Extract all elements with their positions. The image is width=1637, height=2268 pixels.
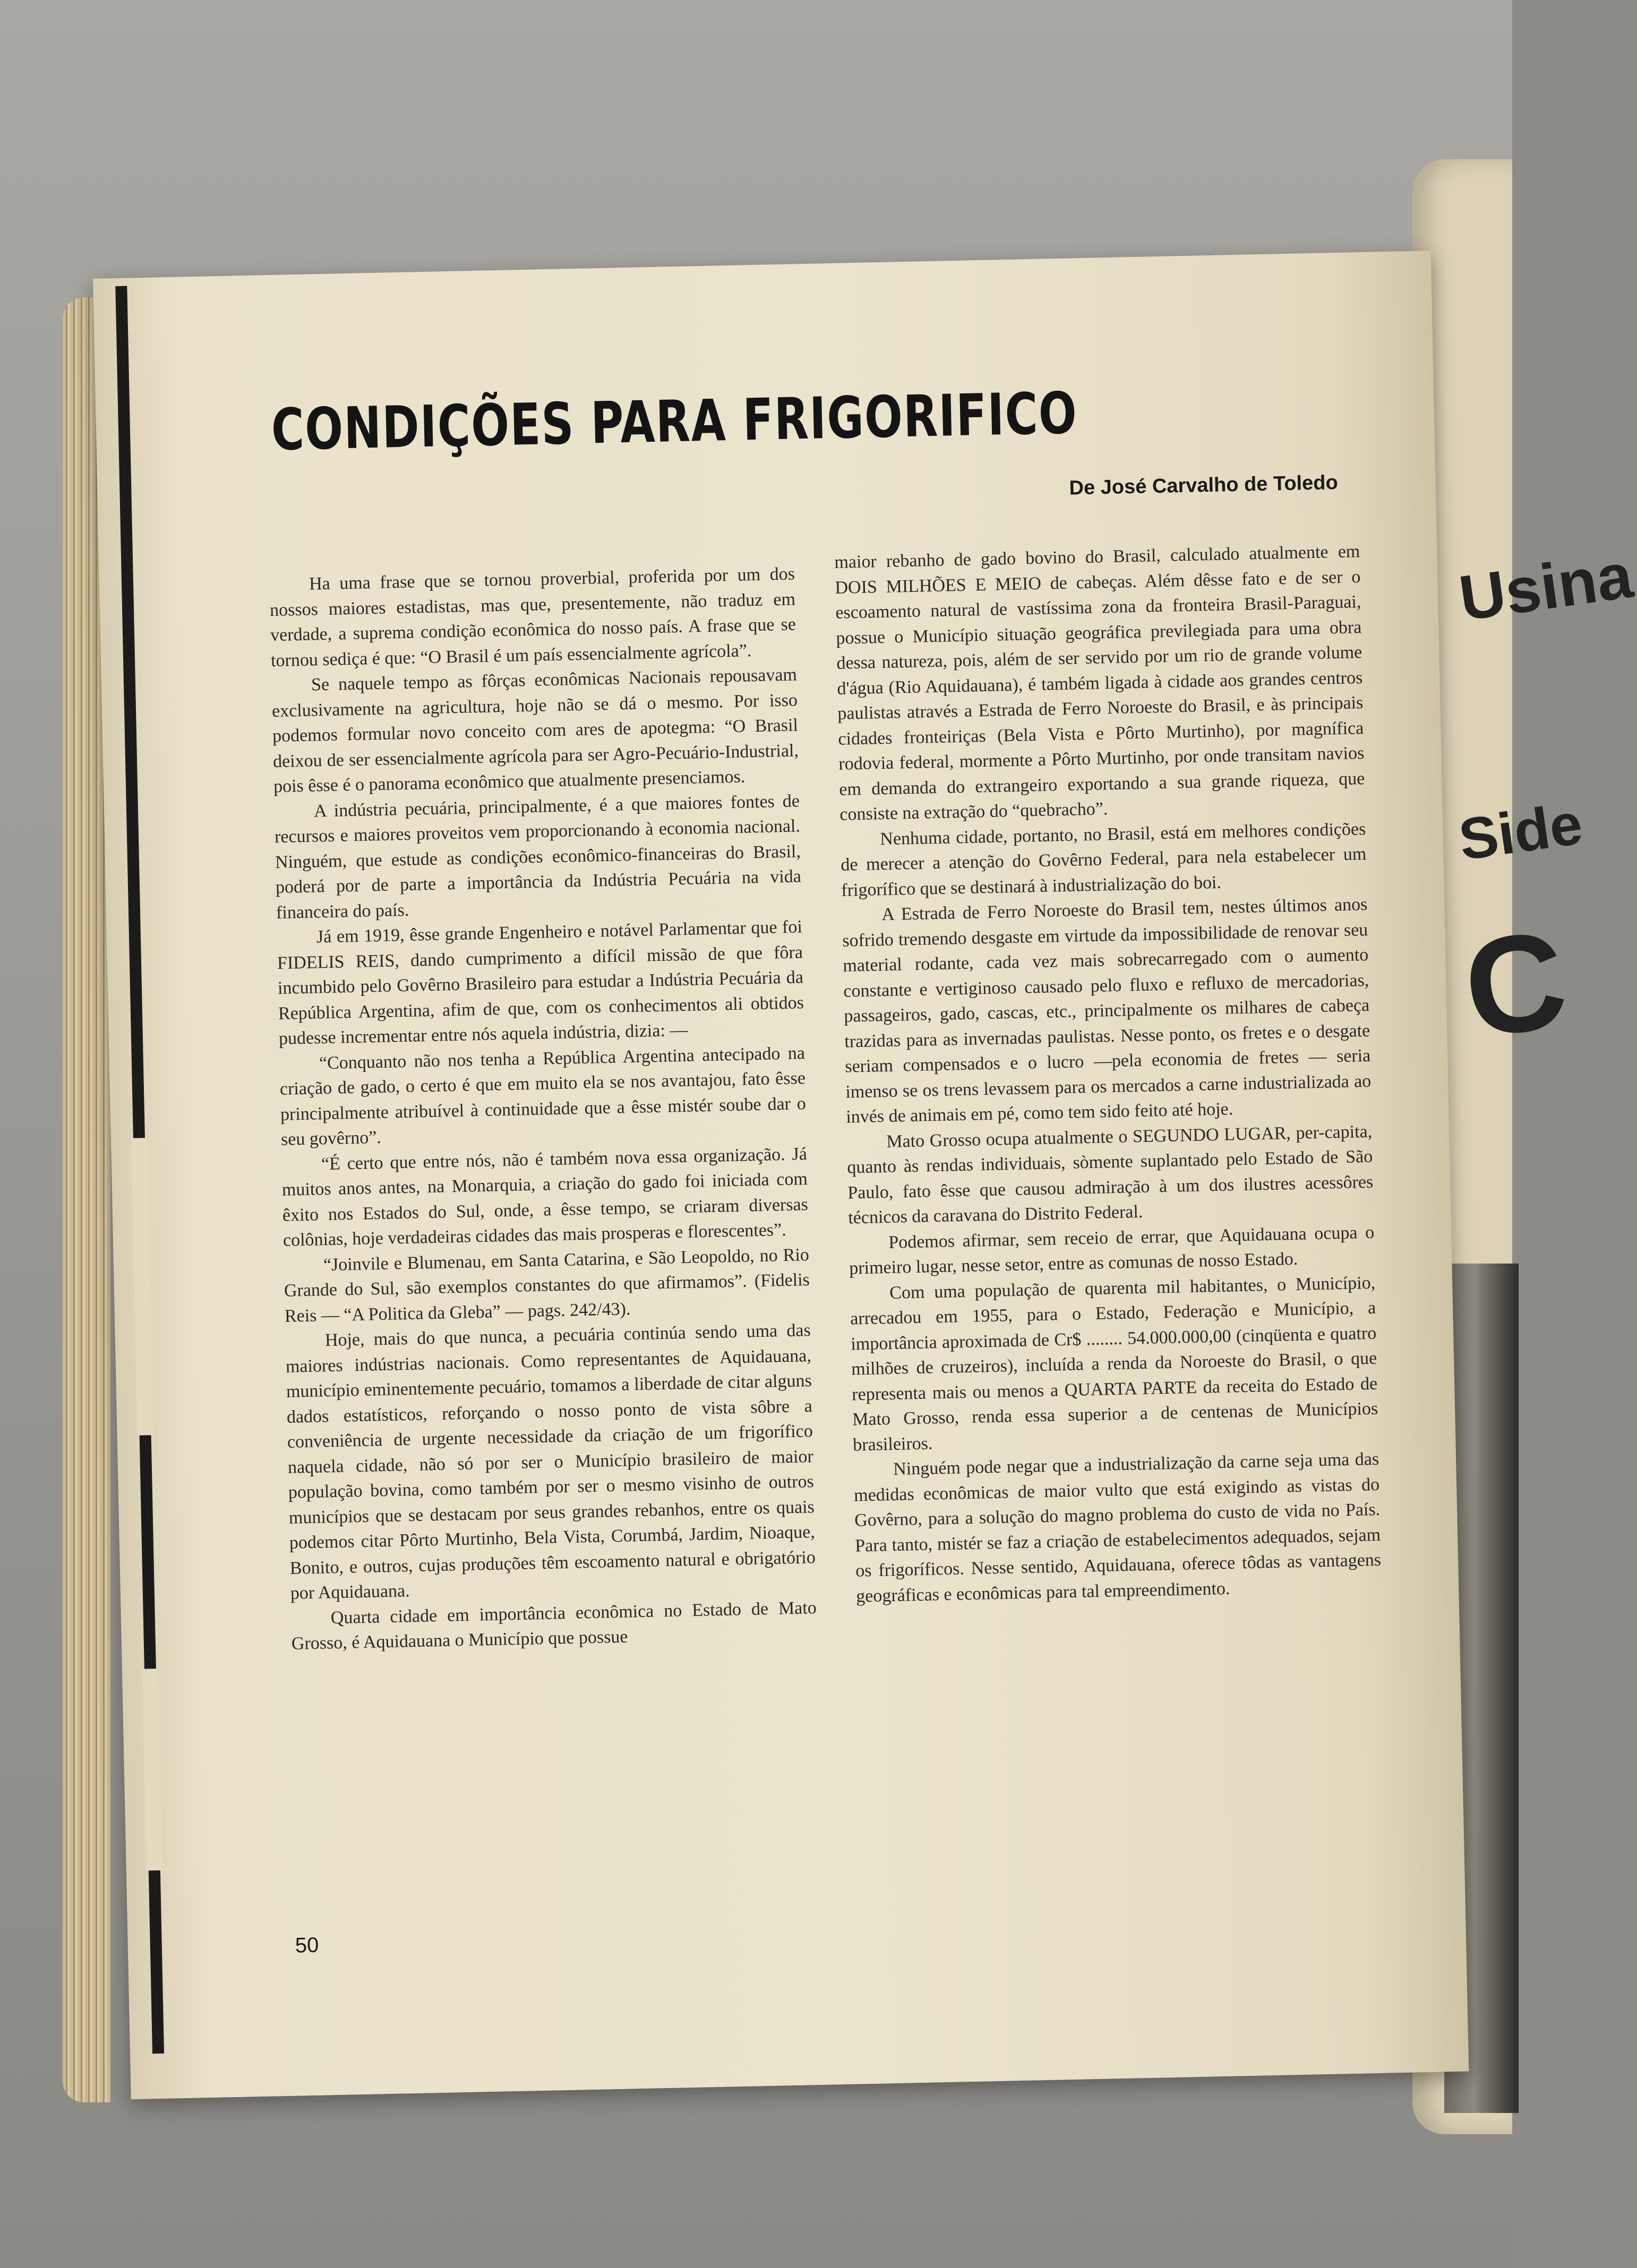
margin-rule-gap [142,1669,162,1871]
paragraph: “Conquanto não nos tenha a República Argentina antecipado na criação de gado, o certo é que em muito ela se nos avantajou, fato êsse principalmente atribuível à continuidade que a êsse mistér soube dar o seu govêrno”. [279,1043,807,1149]
adjacent-page-heading-fragment: Usina [1455,539,1637,634]
margin-rule-gap [131,1138,153,1436]
paragraph: Quarta cidade em importância econômica no Estado de Mato Grosso, é Aquidauana o Município que possue [291,1597,817,1654]
paragraph: Mato Grosso ocupa atualmente o SEGUNDO LUGAR, per-capita, quanto às rendas individuais, sòmente suplantado pelo Estado de São Paulo, fato êsse que causou admiração à um dos ilustres acessôres técnicos da caravana do Distrito Federal. [846,1121,1374,1228]
paragraph: “É certo que entre nós, não é também nova essa organização. Já muitos anos antes, na Monarquia, a criação do gado foi iniciada com êxito nos Estados do Sul, onde, a êsse tempo, se criaram diversas colônias, hoje verdadeiras cidades das mais prosperas e florescentes”. [281,1144,809,1250]
page-number: 50 [295,1933,319,1957]
adjacent-page-heading-fragment: C [1455,901,1575,1068]
paragraph: Nenhuma cidade, portanto, no Brasil, está em melhores condições de merecer a atenção do Govêrno Federal, para nela estabelecer um frigorífico que se destinará à industrialização do boi. [841,819,1367,900]
paragraph: Se naquele tempo as fôrças econômicas Nacionais repousavam exclusivamente na agricultura, hoje não se dá o mesmo. Por isso podemos formular novo conceito com ares de apotegma: “O Brasil deixou de ser essencialmente agrícola para ser Agro-Pecuário-Industrial, pois êsse é o panorama econômico que atualmente presenciamos. [271,665,799,797]
paragraph: Ha uma frase que se tornou proverbial, proferida por um dos nossos maiores estadistas, mas que, presentemente, não traduz em verdade, a suprema condição econômica do nosso país. A frase que se tornou sediça é que: “O Brasil é um país essencialmente agrícola”. [269,564,796,671]
article-title: CONDIÇÕES PARA FRIGORIFICO [270,380,1078,464]
paragraph: “Joinvile e Blumenau, em Santa Catarina, e São Leopoldo, no Rio Grande do Sul, são exemplos constantes do que afirmamos”. (Fidelis Reis — “A Politica da Gleba” — pags. 242/43). [284,1244,810,1326]
magazine-page [93,251,1469,2099]
right-text-column [834,539,1382,1609]
paragraph-continuation: maior rebanho de gado bovino do Brasil, calculado atualmente em DOIS MILHÕES E MEIO de cabeças. Além dêsse fato e de ser o escoamento natural de vastíssima zona da fronteira Brasil-Paraguai, possue o Município situação geográfica previlegiada para uma obra dessa natureza, pois, além de ser servido por um rio de grande volume d'água (Rio Aquidauana), é também ligada à cidade aos grandes centros paulistas através a Estrada de Ferro Noroeste do Brasil, e às principais cidades fronteiriças (Bela Vista e Pôrto Murtinho), por magnífica rodovia federal, mormente a Pôrto Murtinho, por onde transitam navios em demanda do extrangeiro exportando a sua grande riqueza, que consiste na extração do “quebracho”. [834,542,1365,824]
left-text-column [269,561,818,1656]
paragraph: Hoje, mais do que nunca, a pecuária continúa sendo uma das maiores indústrias nacionais. Como representantes de Aquidauana, município eminentemente pecuário, tomamos a liberdade de citar alguns dados estatísticos, reforçando o nosso ponto de vista sôbre a conveniência de urgente necessidade da criação de um frigorífico naquela cidade, não só por ser o Município brasileiro de maior população bovina, como também por ser o mesmo visinho de outros municípios que se destacam por seus grandes rebanhos, entre os quais podemos citar Pôrto Murtinho, Bela Vista, Corumbá, Jardim, Nioaque, Bonito, e outros, cujas produções têm escoamento natural e obrigatório por Aquidauana. [285,1320,816,1603]
paragraph: Com uma população de quarenta mil habitantes, o Município, arrecadou em 1955, para o Estado, Federação e Município, a importância aproximada de Cr$ ........ 54.000.000,00 (cinqüenta e quatro milhões de cruzeiros), incluída a renda da Noroeste do Brasil, o que representa mais ou menos a QUARTA PARTE da receita do Estado de Mato Grosso, renda essa superior a de centenas de Municípios brasileiros. [850,1273,1378,1455]
adjacent-page-heading-fragment: Side [1455,791,1587,873]
article-byline: De José Carvalho de Toledo [1069,471,1339,500]
paragraph: A indústria pecuária, principalmente, é a que maiores fontes de recursos e maiores proveitos vem proporcionando à economia nacional. Ninguém, que estude as condições econômico-financeiras do Brasil, poderá por de parte a importância da Indústria Pecuária na vida financeira do país. [274,791,802,923]
paragraph: A Estrada de Ferro Noroeste do Brasil tem, nestes últimos anos sofrido tremendo desgaste em virtude da impossibilidade de renovar seu material rodante, cada vez mais sobrecarregado com o aumento constante e vertiginoso causado pelo fluxo e refluxo de mercadorias, passageiros, gado, cascas, etc., principalmente os milhares de cabeça trazidas para as invernadas paulistas. Nesse ponto, os fretes e o desgate seriam compensados e o lucro —pela economia de fretes — seria imenso se os trens levassem para os mercados a carne industrializada ao invés de animais em pé, como tem sido feito até hoje. [842,894,1372,1127]
paragraph: Podemos afirmar, sem receio de errar, que Aquidauana ocupa o primeiro lugar, nesse setor, entre as comunas de nosso Estado. [849,1222,1375,1278]
paragraph: Já em 1919, êsse grande Engenheiro e notável Parlamentar que foi FIDELIS REIS, dando cumprimento a difícil missão de que fôra incumbido pelo Govêrno Brasileiro para estudar a Indústria Pecuária da República Argentina, afim de que, com os conhecimentos ali obtidos pudesse incrementar entre nós aquela indústria, dizia: — [277,917,804,1049]
paragraph: Ninguém pode negar que a industrialização da carne seja uma das medidas econômicas de maior vulto que está exigindo as vistas do Govêrno, para a solução do magno problema do custo de vida no País. Para tanto, mistér se faz a criação de estabelecimentos adequados, sejam os frigoríficos. Nesse sentido, Aquidauana, oferece tôdas as vantagens geográficas e econômicas para tal empreendimento. [853,1449,1382,1606]
